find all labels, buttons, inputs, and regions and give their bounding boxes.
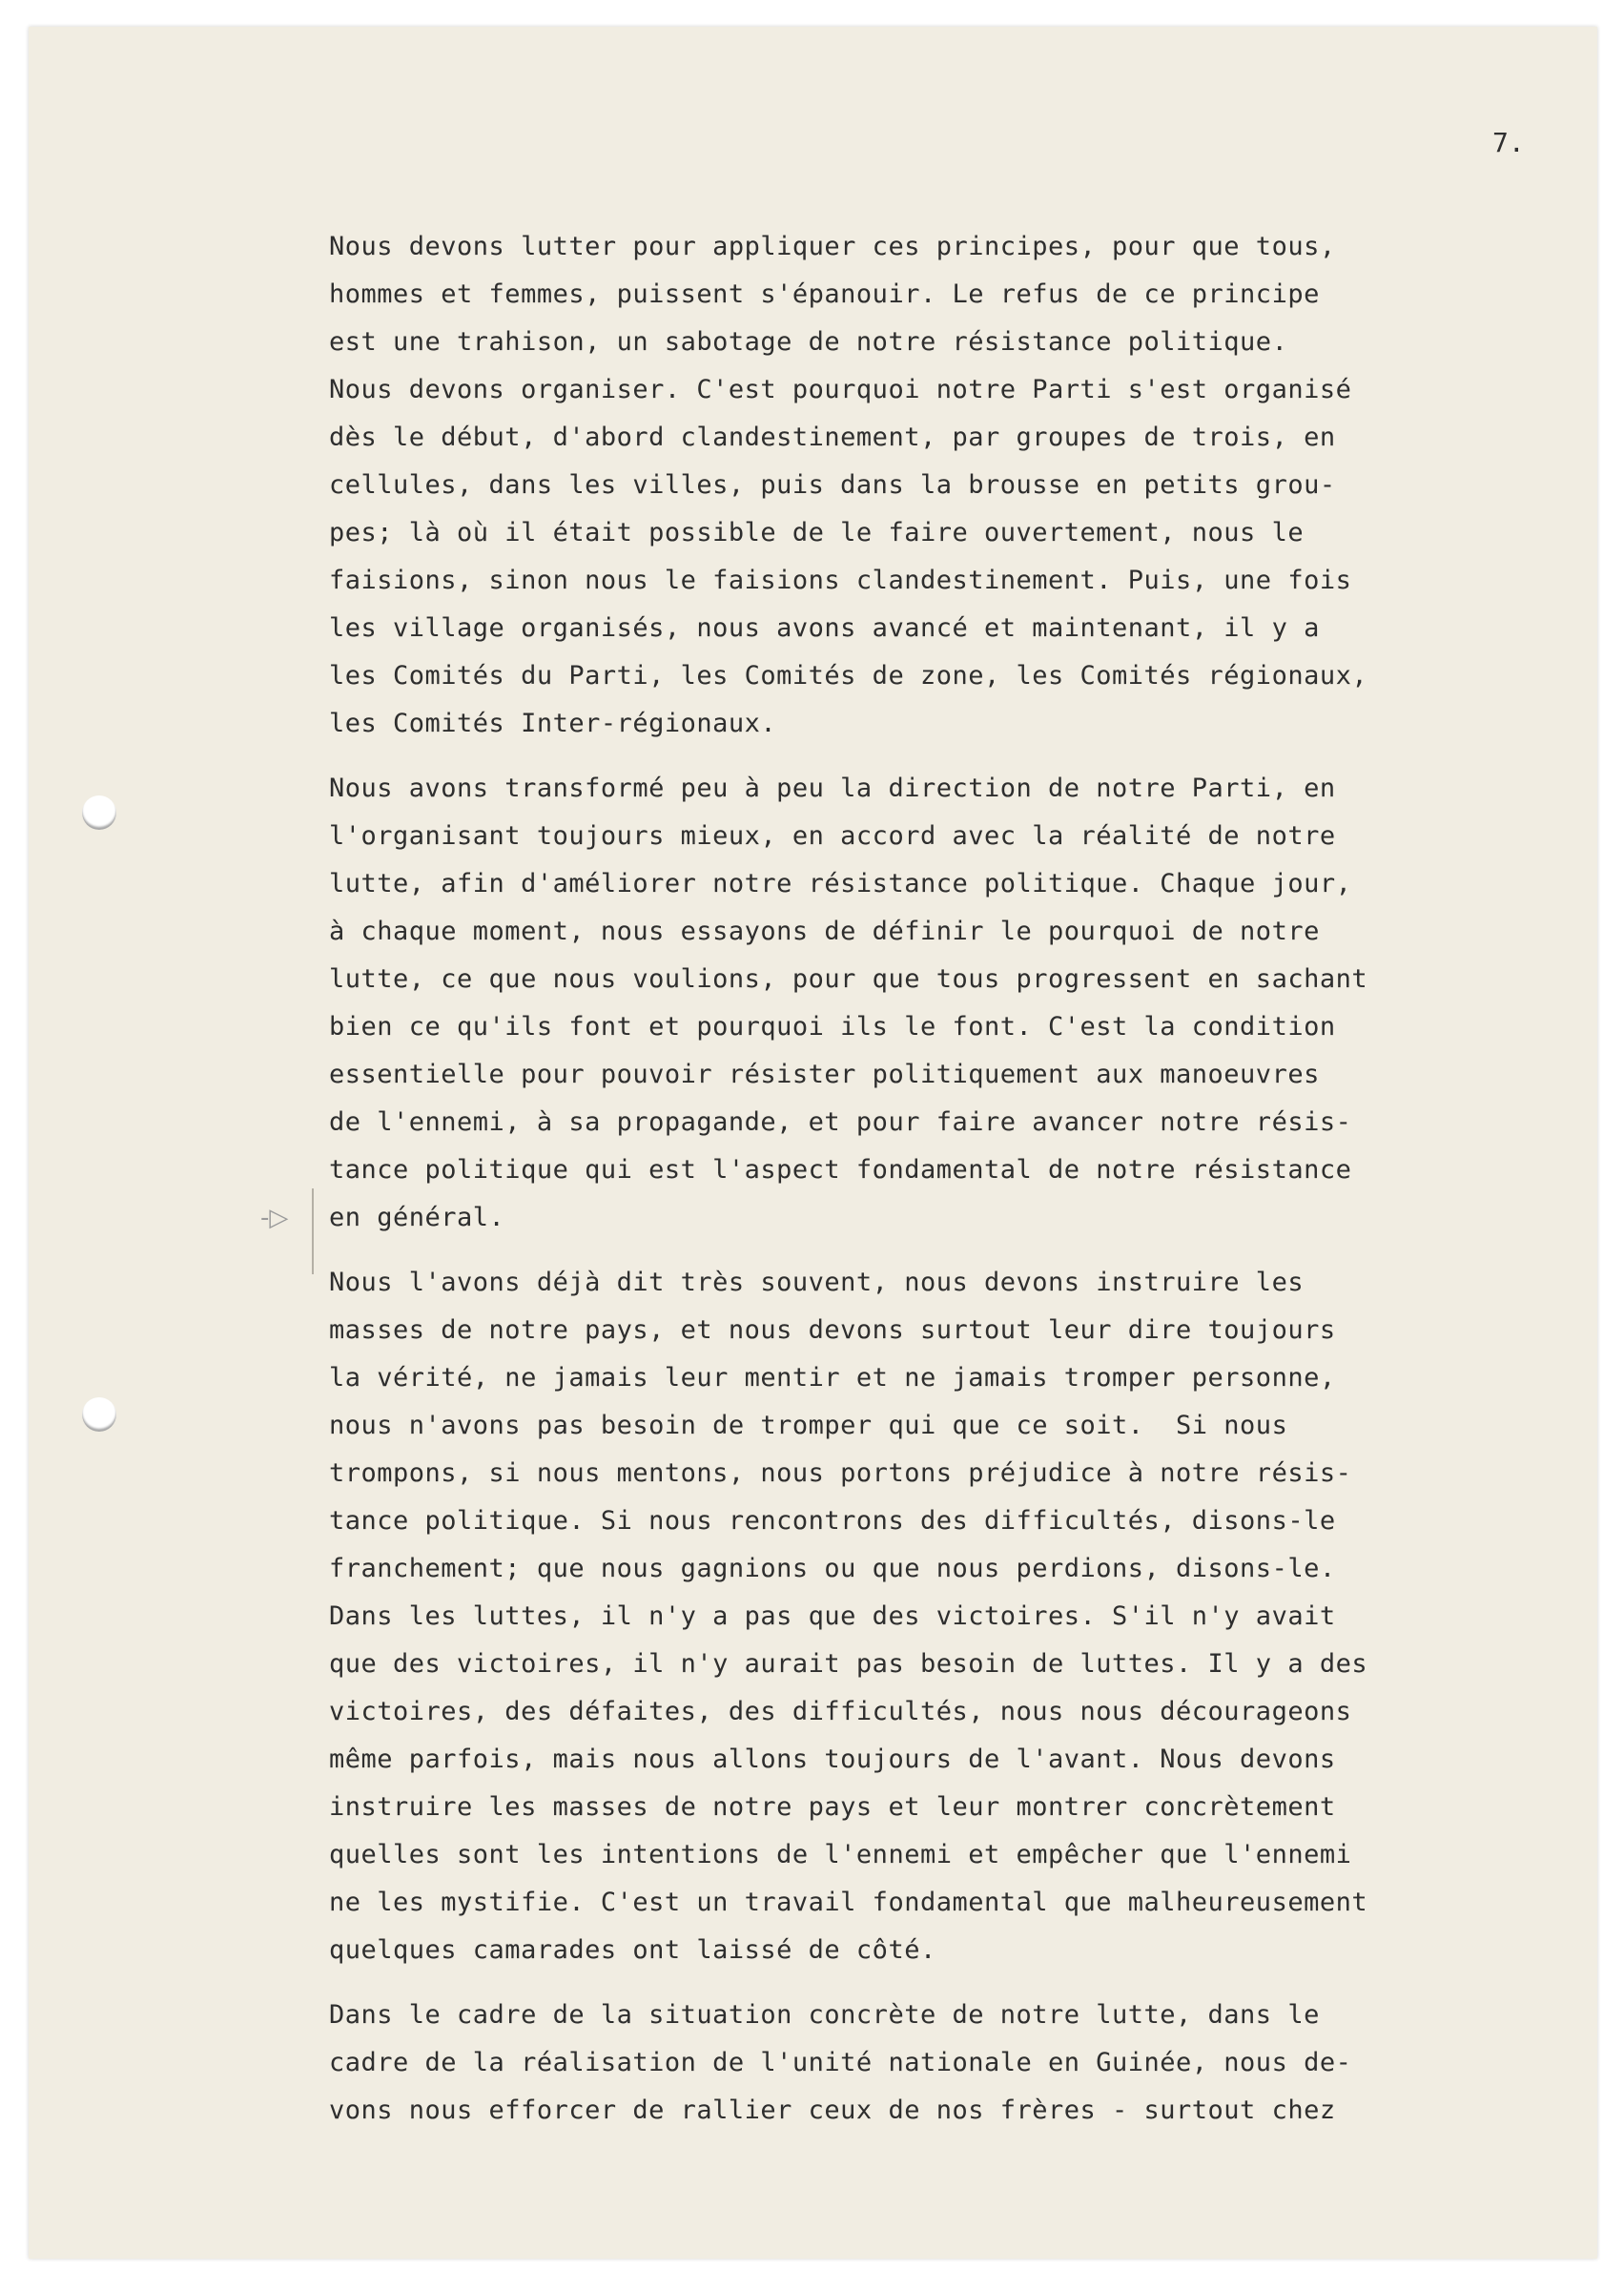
text-line: nous n'avons pas besoin de tromper qui que ce soit. Si nous xyxy=(329,1411,1288,1440)
punch-hole-bottom xyxy=(82,1397,116,1432)
text-line: quelles sont les intentions de l'ennemi et empêcher que l'ennemi xyxy=(329,1840,1352,1869)
text-line: bien ce qu'ils font et pourquoi ils le font. C'est la condition xyxy=(329,1012,1336,1042)
text-line: les Comités du Parti, les Comités de zone, les Comités régionaux, xyxy=(329,661,1368,691)
text-line: cadre de la réalisation de l'unité nationale en Guinée, nous de- xyxy=(329,2048,1352,2077)
text-line: faisions, sinon nous le faisions clandestinement. Puis, une fois xyxy=(329,566,1352,595)
text-line: même parfois, mais nous allons toujours de l'avant. Nous devons xyxy=(329,1745,1336,1774)
text-line: instruire les masses de notre pays et leur montrer concrètement xyxy=(329,1792,1336,1822)
text-line: Nous avons transformé peu à peu la direction de notre Parti, en xyxy=(329,774,1336,803)
text-line: ne les mystifie. C'est un travail fondamental que malheureusement xyxy=(329,1888,1368,1917)
text-line: hommes et femmes, puissent s'épanouir. Le refus de ce principe xyxy=(329,279,1320,309)
text-line: dès le début, d'abord clandestinement, par groupes de trois, en xyxy=(329,423,1336,452)
text-line: la vérité, ne jamais leur mentir et ne jamais tromper personne, xyxy=(329,1363,1336,1393)
text-line: victoires, des défaites, des difficultés, nous nous décourageons xyxy=(329,1697,1352,1726)
text-line: tance politique qui est l'aspect fondamental de notre résistance xyxy=(329,1155,1352,1185)
text-line: vons nous efforcer de rallier ceux de nos frères - surtout chez xyxy=(329,2096,1336,2125)
text-line: tance politique. Si nous rencontrons des difficultés, disons-le xyxy=(329,1506,1336,1536)
paragraph-3 xyxy=(329,1259,1597,1974)
text-line: cellules, dans les villes, puis dans la brousse en petits grou- xyxy=(329,470,1336,500)
text-line: en général. xyxy=(329,1203,505,1232)
text-line: Nous l'avons déjà dit très souvent, nous devons instruire les xyxy=(329,1268,1305,1297)
typed-body xyxy=(329,223,1597,2152)
paragraph-4 xyxy=(329,1992,1597,2135)
text-line: à chaque moment, nous essayons de définir le pourquoi de notre xyxy=(329,917,1320,946)
text-line: de l'ennemi, à sa propagande, et pour faire avancer notre résis- xyxy=(329,1107,1352,1137)
text-line: Dans les luttes, il n'y a pas que des victoires. S'il n'y avait xyxy=(329,1601,1336,1631)
text-line: Nous devons lutter pour appliquer ces principes, pour que tous, xyxy=(329,232,1336,261)
punch-hole-top xyxy=(82,795,116,830)
text-line: Nous devons organiser. C'est pourquoi notre Parti s'est organisé xyxy=(329,375,1352,404)
text-line: est une trahison, un sabotage de notre résistance politique. xyxy=(329,327,1288,357)
paragraph-2 xyxy=(329,765,1597,1242)
text-line: essentielle pour pouvoir résister politiquement aux manoeuvres xyxy=(329,1060,1320,1089)
text-line: l'organisant toujours mieux, en accord avec la réalité de notre xyxy=(329,821,1336,851)
text-line: quelques camarades ont laissé de côté. xyxy=(329,1935,936,1965)
margin-arrow-mark: -▷ xyxy=(260,1204,289,1232)
text-line: trompons, si nous mentons, nous portons préjudice à notre résis- xyxy=(329,1458,1352,1488)
margin-rule xyxy=(312,1188,314,1274)
paragraph-1 xyxy=(329,223,1597,748)
text-line: franchement; que nous gagnions ou que nous perdions, disons-le. xyxy=(329,1554,1336,1583)
text-line: lutte, afin d'améliorer notre résistance politique. Chaque jour, xyxy=(329,869,1352,898)
text-line: lutte, ce que nous voulions, pour que tous progressent en sachant xyxy=(329,964,1368,994)
text-line: les Comités Inter-régionaux. xyxy=(329,709,777,738)
text-line: que des victoires, il n'y aurait pas besoin de luttes. Il y a des xyxy=(329,1649,1368,1679)
text-line: masses de notre pays, et nous devons surtout leur dire toujours xyxy=(329,1315,1336,1345)
text-line: pes; là où il était possible de le faire ouvertement, nous le xyxy=(329,518,1305,547)
text-line: les village organisés, nous avons avancé et maintenant, il y a xyxy=(329,613,1320,643)
page-number: 7. xyxy=(1492,127,1525,158)
text-line: Dans le cadre de la situation concrète de notre lutte, dans le xyxy=(329,2000,1320,2030)
